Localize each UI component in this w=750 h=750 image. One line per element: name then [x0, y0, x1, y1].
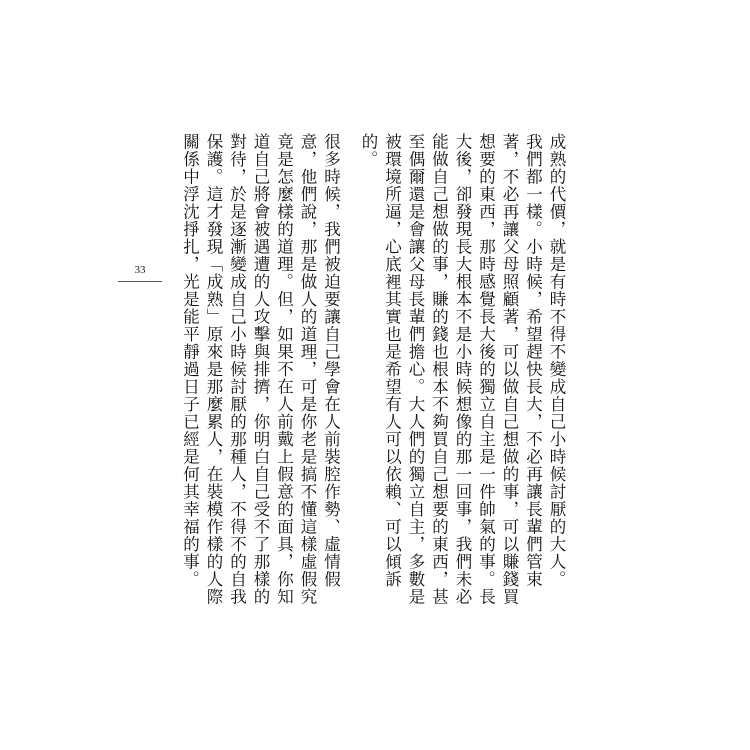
paragraph-3: 很多時候，我們被迫要讓自己學會在人前裝腔作勢、虛情假意，他們說，那是做人的道理，可是你老是搞不懂這樣虛假究竟是怎麼樣的道理。但，如果不在人前戴上假意的面具，你知道自己將會被遇遭的人攻擊與排擠，你明白自己受不了那樣的對待，於是逐漸變成自己小時候討厭的那種人，不得不的自我保護。這才發現「成熟」原來是那麼累人，在裝模作樣的人際關係中浮沈掙扎，光是能平靜過日子已經是何其幸福的事。	[180, 133, 341, 606]
paragraph-2: 我們都一樣。小時候，希望趕快長大，不必再讓長輩們管束著，不必再讓父母照顧著，可以做自己想做的事，可以賺錢買想要的東西，那時感覺長大後的獨立自主是一件帥氣的事。長大後，卻發現長大根本不是小時候想像的那一回事，我們未必能做自己想做的事，賺的錢也根本不夠買自己想要的東西，甚至偶爾還是會讓父母長輩們擔心。大人們的獨立自主，多數是被環境所逼，心底裡其實也是希望有人可以依賴、可以傾訴的。	[359, 133, 543, 606]
vertical-text-block	[164, 133, 568, 613]
page-number-rule	[118, 281, 162, 282]
paragraph-1: 成熟的代價，就是有時不得不變成自己小時候討厭的大人。	[547, 133, 566, 588]
page-number: 33	[134, 264, 146, 276]
